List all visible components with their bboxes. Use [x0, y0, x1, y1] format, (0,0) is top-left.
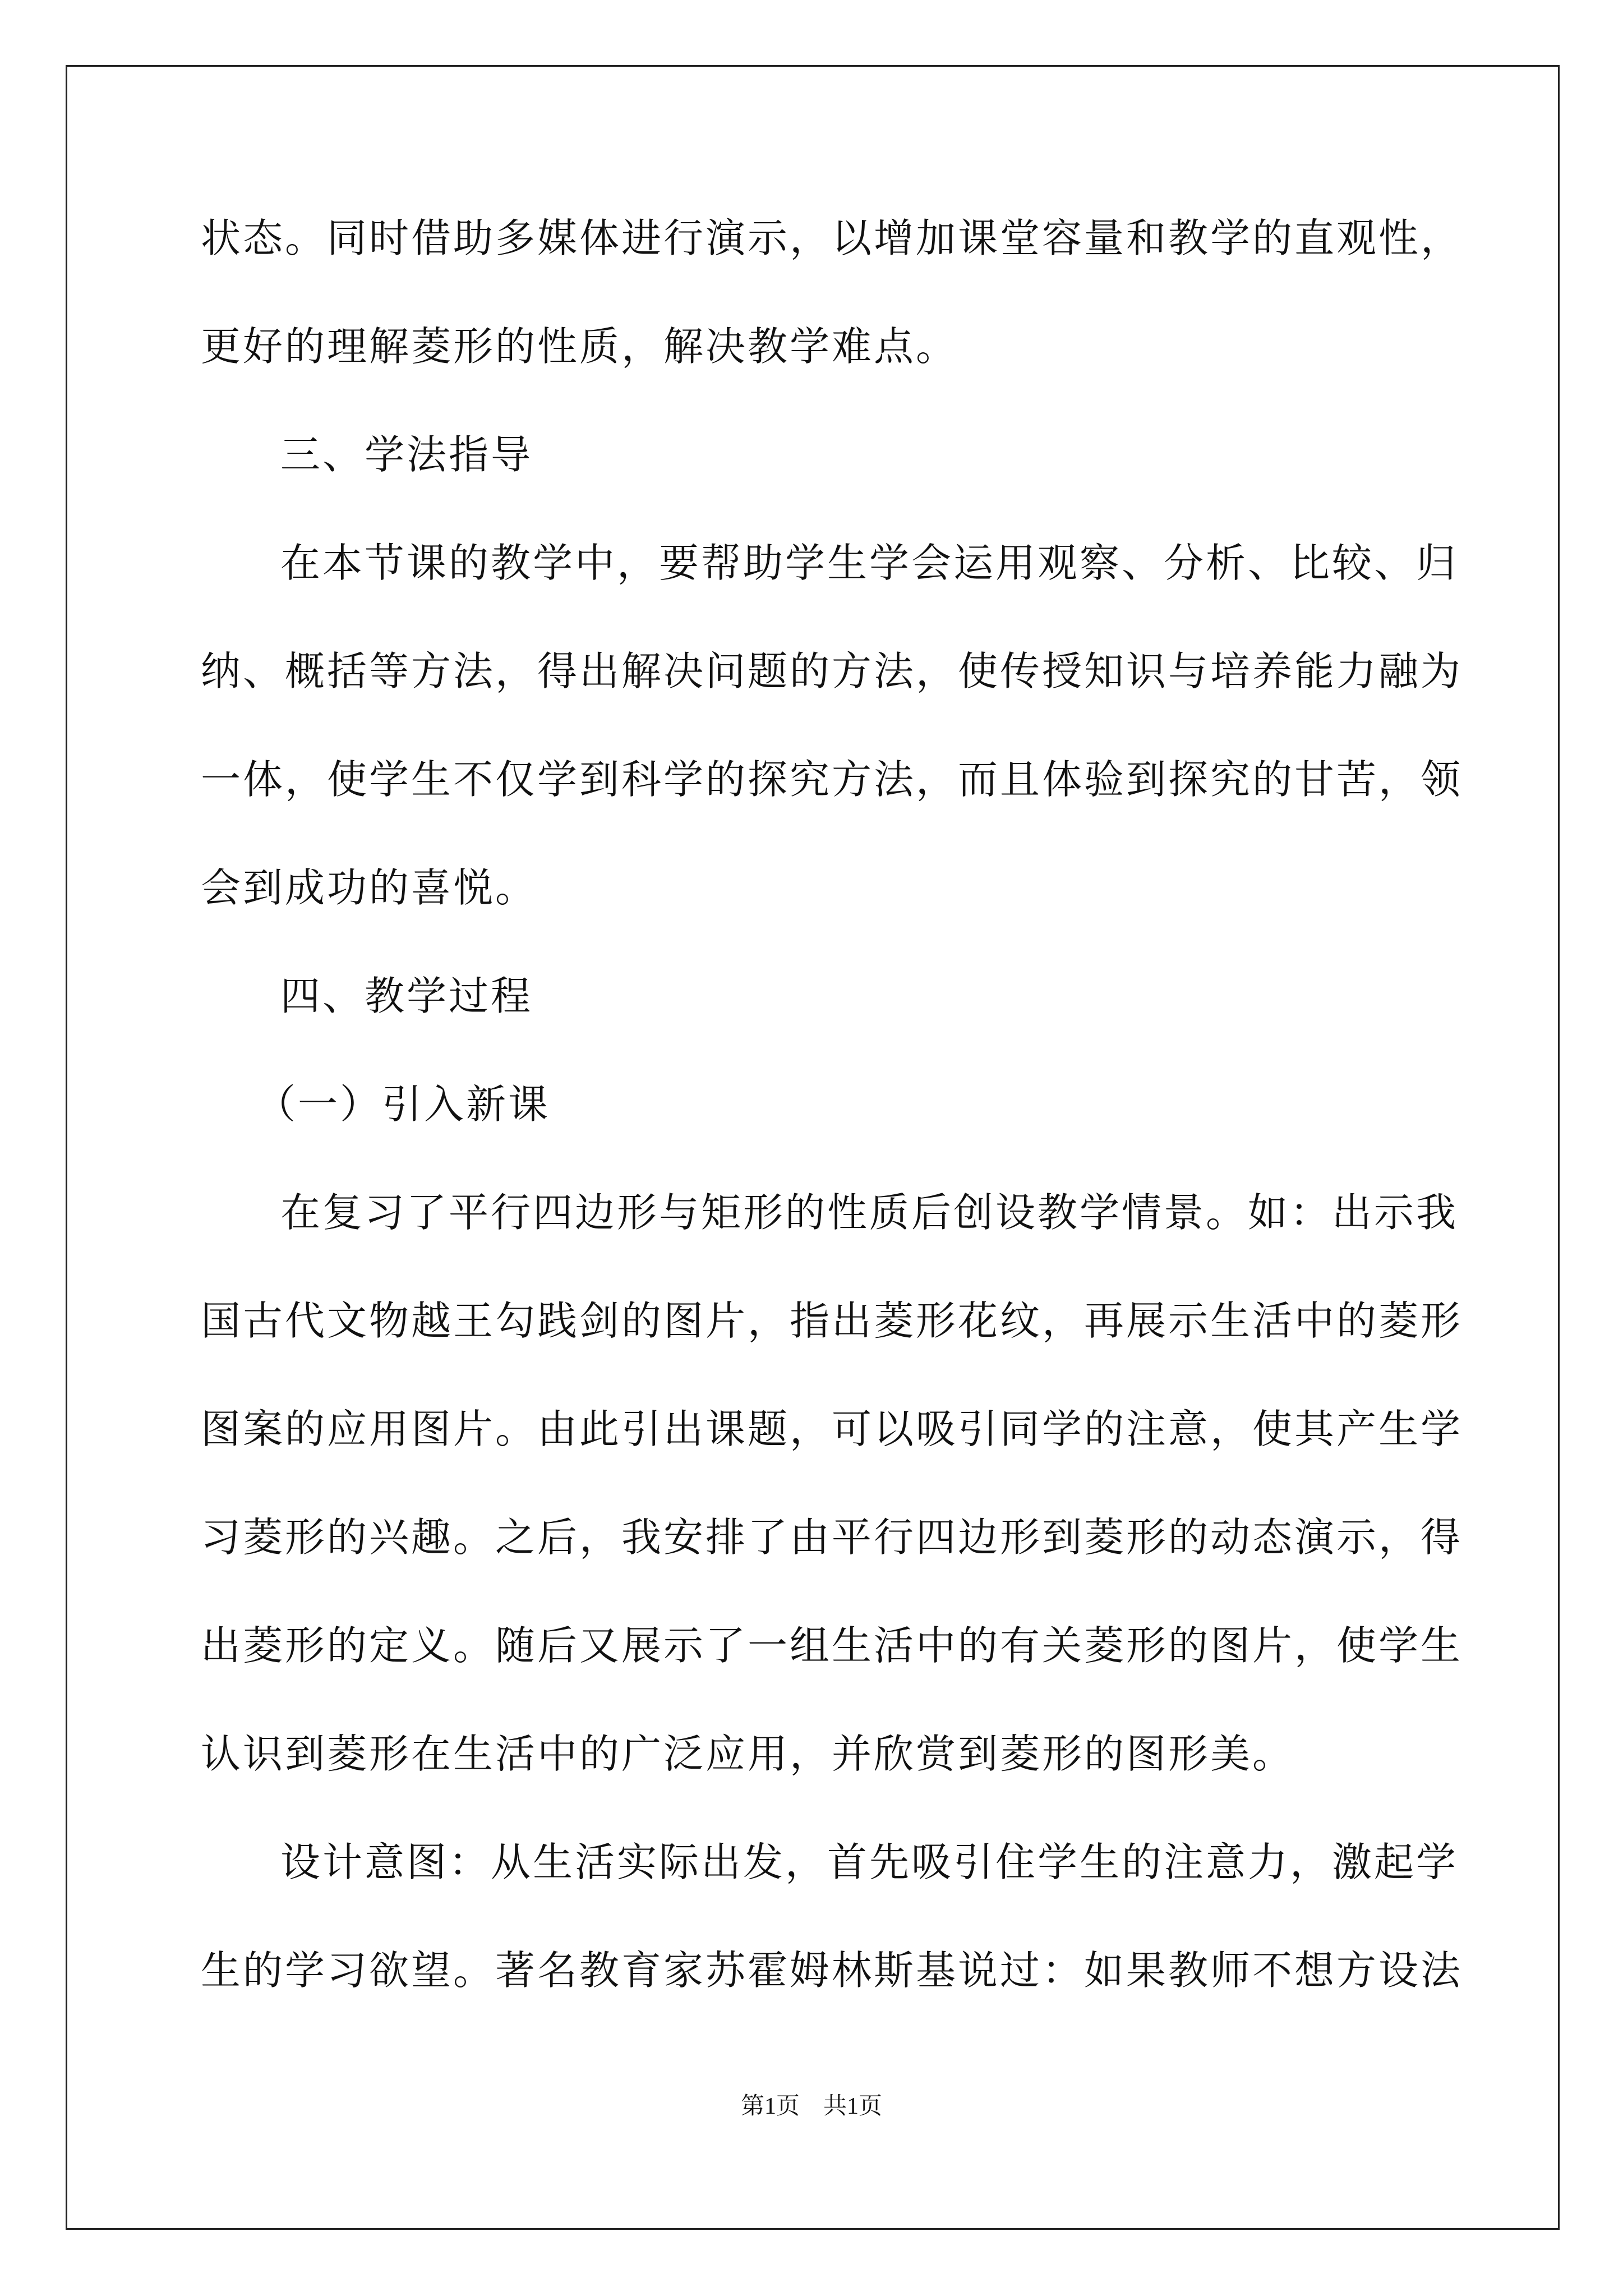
text-line: 纳、概括等方法，得出解决问题的方法，使传授知识与培养能力融为 — [201, 648, 1463, 694]
page-footer — [0, 2091, 1623, 2122]
page-border — [66, 65, 1560, 2230]
text-line: 认识到菱形在生活中的广泛应用，并欣赏到菱形的图形美。 — [201, 1731, 1295, 1777]
text-line: 在本节课的教学中，要帮助学生学会运用观察、分析、比较、归 — [280, 540, 1459, 586]
section-heading: 四、教学过程 — [280, 973, 533, 1019]
page-total: 共1页 — [823, 2093, 883, 2119]
page-number: 第1页 — [740, 2093, 800, 2119]
text-line: 国古代文物越王勾践剑的图片，指出菱形花纹，再展示生活中的菱形 — [201, 1297, 1463, 1344]
subsection-heading: （一）引入新课 — [256, 1081, 551, 1128]
text-line: 在复习了平行四边形与矩形的性质后创设教学情景。如：出示我 — [280, 1189, 1459, 1236]
text-line: 一体，使学生不仅学到科学的探究方法，而且体验到探究的甘苦，领 — [201, 756, 1463, 803]
section-heading: 三、学法指导 — [280, 431, 533, 478]
text-line: 更好的理解菱形的性质，解决教学难点。 — [201, 323, 958, 370]
text-line: 习菱形的兴趣。之后，我安排了由平行四边形到菱形的动态演示，得 — [201, 1514, 1463, 1561]
text-line: 生的学习欲望。著名教育家苏霍姆林斯基说过：如果教师不想方设法 — [201, 1947, 1463, 1994]
text-line: 出菱形的定义。随后又展示了一组生活中的有关菱形的图片，使学生 — [201, 1622, 1463, 1669]
text-line: 设计意图：从生活实际出发，首先吸引住学生的注意力，激起学 — [280, 1839, 1459, 1885]
text-line: 会到成功的喜悦。 — [201, 864, 538, 911]
text-line: 图案的应用图片。由此引出课题，可以吸引同学的注意，使其产生学 — [201, 1406, 1463, 1452]
text-line: 状态。同时借助多媒体进行演示，以增加课堂容量和教学的直观性， — [201, 215, 1463, 261]
